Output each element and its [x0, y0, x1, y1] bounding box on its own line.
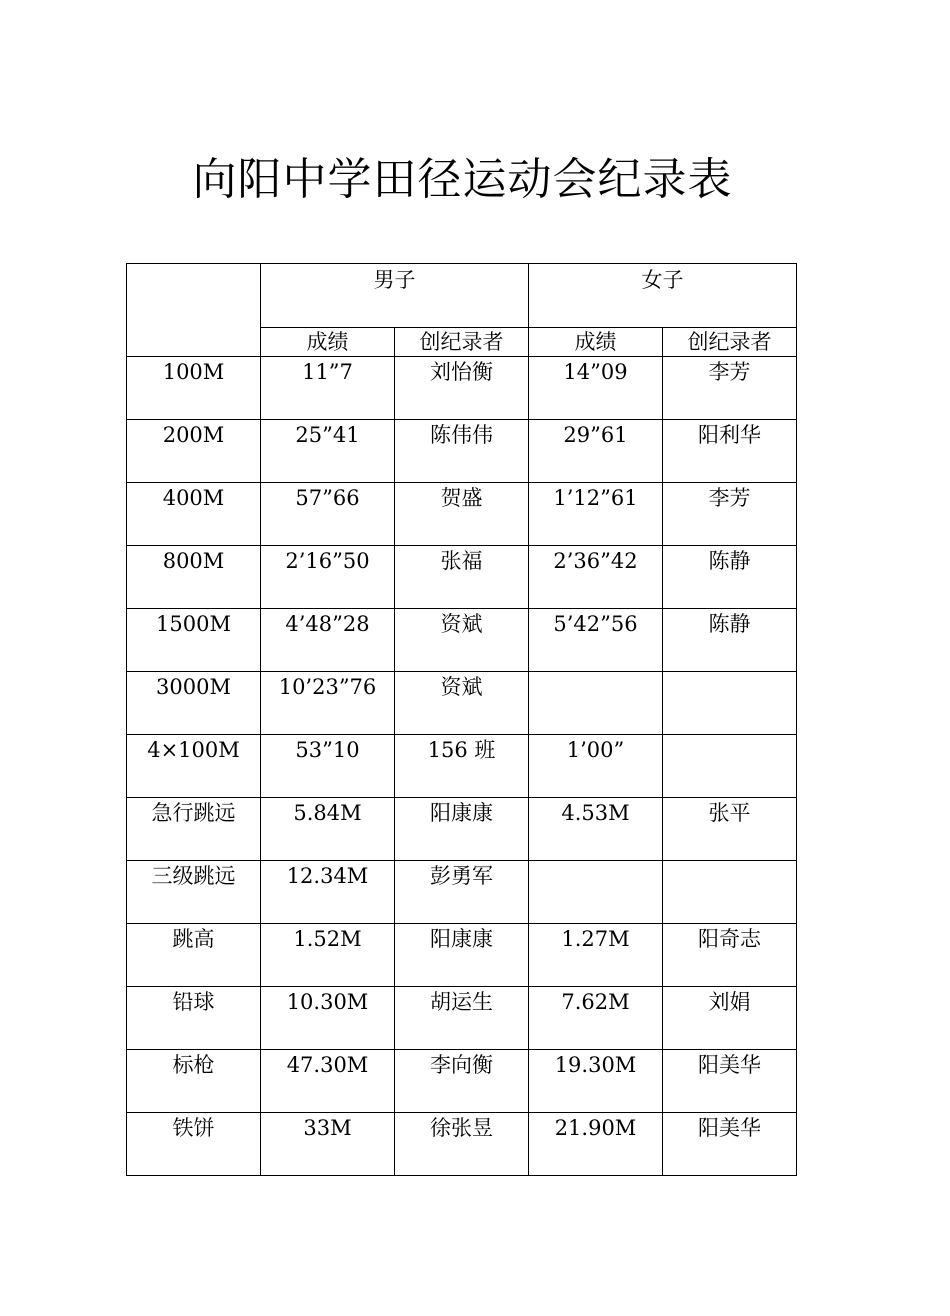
- male-holder-cell: 资斌: [395, 672, 529, 735]
- table-row: [127, 987, 797, 1050]
- event-cell: 800M: [127, 546, 261, 609]
- male-holder-cell: 刘怡衡: [395, 357, 529, 420]
- event-cell: 铁饼: [127, 1113, 261, 1176]
- female-score-cell: 2’36”42: [529, 546, 663, 609]
- male-score-cell: 12.34M: [261, 861, 395, 924]
- male-holder-cell: 156 班: [395, 735, 529, 798]
- header-female-holder: 创纪录者: [663, 328, 797, 357]
- page-title: 向阳中学田径运动会纪录表: [192, 154, 733, 205]
- table-row: [127, 1050, 797, 1113]
- corner-cell: [127, 264, 261, 357]
- event-cell: 急行跳远: [127, 798, 261, 861]
- female-holder-cell: [663, 735, 797, 798]
- female-holder-cell: 陈静: [663, 546, 797, 609]
- header-male-holder: 创纪录者: [395, 328, 529, 357]
- female-score-cell: 4.53M: [529, 798, 663, 861]
- table-row: [127, 924, 797, 987]
- female-holder-cell: 张平: [663, 798, 797, 861]
- male-score-cell: 25”41: [261, 420, 395, 483]
- female-score-cell: 1’12”61: [529, 483, 663, 546]
- header-female: 女子: [529, 264, 797, 328]
- female-score-cell: 1’00”: [529, 735, 663, 798]
- male-score-cell: 10.30M: [261, 987, 395, 1050]
- female-holder-cell: [663, 672, 797, 735]
- female-score-cell: [529, 861, 663, 924]
- male-score-cell: 33M: [261, 1113, 395, 1176]
- male-score-cell: 11”7: [261, 357, 395, 420]
- female-score-cell: 29”61: [529, 420, 663, 483]
- male-holder-cell: 资斌: [395, 609, 529, 672]
- female-score-cell: 21.90M: [529, 1113, 663, 1176]
- table-row: [127, 420, 797, 483]
- male-holder-cell: 胡运生: [395, 987, 529, 1050]
- male-score-cell: 57”66: [261, 483, 395, 546]
- table-row: [127, 798, 797, 861]
- table-row: [127, 1113, 797, 1176]
- event-cell: 400M: [127, 483, 261, 546]
- male-score-cell: 4’48”28: [261, 609, 395, 672]
- event-cell: 1500M: [127, 609, 261, 672]
- female-score-cell: 7.62M: [529, 987, 663, 1050]
- male-holder-cell: 李向衡: [395, 1050, 529, 1113]
- male-holder-cell: 徐张昱: [395, 1113, 529, 1176]
- female-holder-cell: 阳美华: [663, 1050, 797, 1113]
- male-score-cell: 47.30M: [261, 1050, 395, 1113]
- female-holder-cell: 阳奇志: [663, 924, 797, 987]
- table-row: [127, 609, 797, 672]
- event-cell: 200M: [127, 420, 261, 483]
- male-score-cell: 53”10: [261, 735, 395, 798]
- female-holder-cell: 刘娟: [663, 987, 797, 1050]
- table-row: [127, 672, 797, 735]
- female-score-cell: [529, 672, 663, 735]
- male-holder-cell: 张福: [395, 546, 529, 609]
- female-score-cell: 5’42”56: [529, 609, 663, 672]
- female-holder-cell: [663, 861, 797, 924]
- table-row: [127, 735, 797, 798]
- male-holder-cell: 彭勇军: [395, 861, 529, 924]
- male-score-cell: 1.52M: [261, 924, 395, 987]
- table-row: [127, 357, 797, 420]
- female-holder-cell: 阳美华: [663, 1113, 797, 1176]
- event-cell: 标枪: [127, 1050, 261, 1113]
- records-table: [126, 263, 797, 1176]
- table-row: [127, 546, 797, 609]
- female-holder-cell: 陈静: [663, 609, 797, 672]
- header-male: 男子: [261, 264, 529, 328]
- header-row-groups: [127, 264, 797, 328]
- event-cell: 跳高: [127, 924, 261, 987]
- header-female-score: 成绩: [529, 328, 663, 357]
- female-score-cell: 1.27M: [529, 924, 663, 987]
- event-cell: 100M: [127, 357, 261, 420]
- male-score-cell: 10’23”76: [261, 672, 395, 735]
- female-score-cell: 19.30M: [529, 1050, 663, 1113]
- table-row: [127, 483, 797, 546]
- male-score-cell: 5.84M: [261, 798, 395, 861]
- male-holder-cell: 阳康康: [395, 924, 529, 987]
- female-score-cell: 14”09: [529, 357, 663, 420]
- event-cell: 3000M: [127, 672, 261, 735]
- event-cell: 铅球: [127, 987, 261, 1050]
- table-row: [127, 861, 797, 924]
- male-holder-cell: 陈伟伟: [395, 420, 529, 483]
- female-holder-cell: 李芳: [663, 357, 797, 420]
- event-cell: 4×100M: [127, 735, 261, 798]
- event-cell: 三级跳远: [127, 861, 261, 924]
- male-score-cell: 2’16”50: [261, 546, 395, 609]
- female-holder-cell: 李芳: [663, 483, 797, 546]
- female-holder-cell: 阳利华: [663, 420, 797, 483]
- male-holder-cell: 贺盛: [395, 483, 529, 546]
- male-holder-cell: 阳康康: [395, 798, 529, 861]
- header-male-score: 成绩: [261, 328, 395, 357]
